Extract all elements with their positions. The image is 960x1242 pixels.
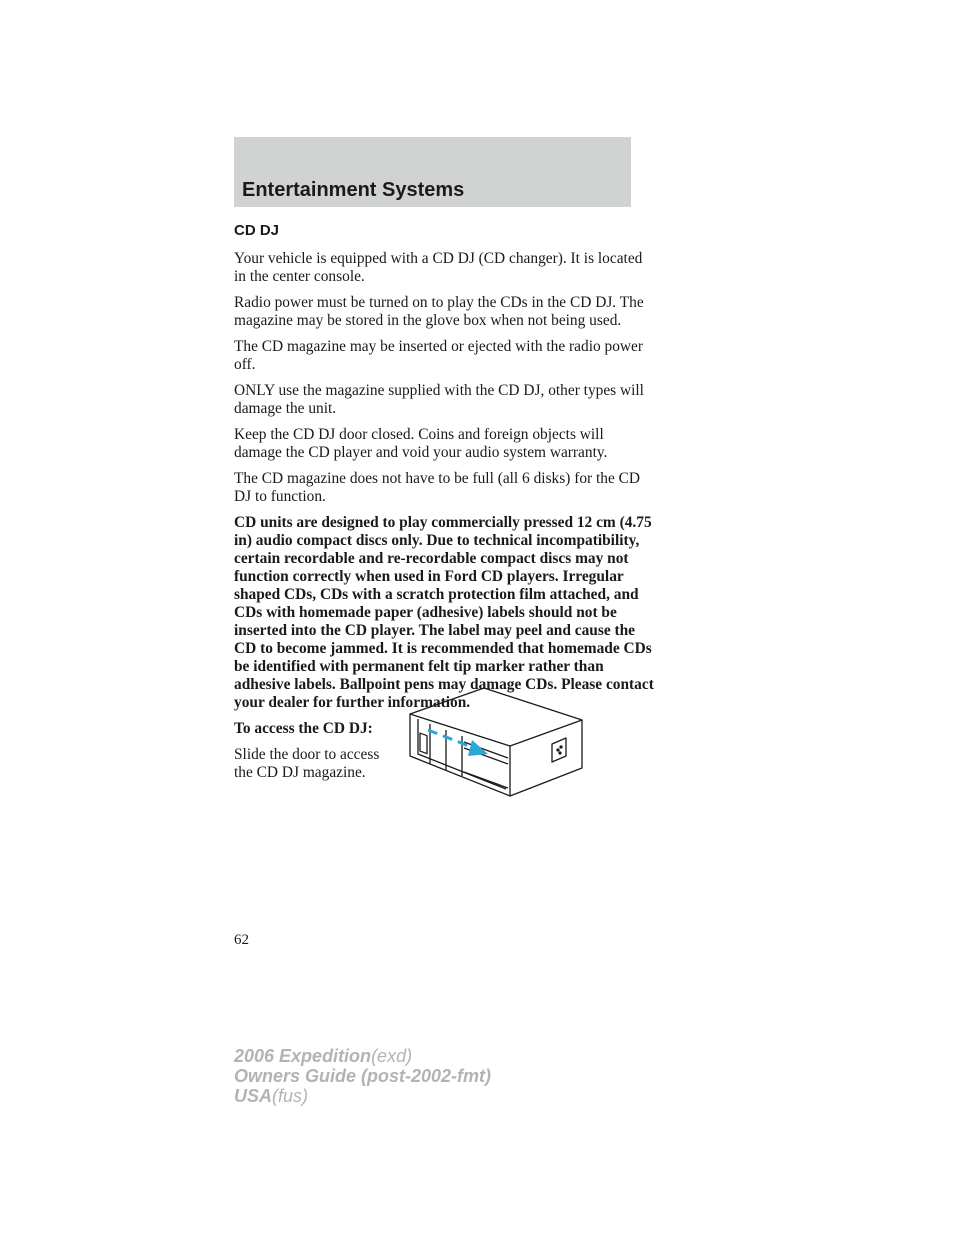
paragraph-location: Your vehicle is equipped with a CD DJ (CD changer). It is located in the center console.	[234, 250, 643, 285]
footer-model-code: (exd)	[371, 1046, 413, 1066]
document-footer	[234, 1046, 491, 1106]
access-instruction: Slide the door to access the CD DJ magazine.	[234, 746, 380, 781]
footer-guide: Owners Guide (post-2002-fmt)	[234, 1066, 492, 1086]
paragraph-magazine-only: ONLY use the magazine supplied with the CD DJ, other types will damage the unit.	[234, 382, 644, 417]
paragraph-door-closed: Keep the CD DJ door closed. Coins and foreign objects will damage the CD player and void your audio system warranty.	[234, 426, 608, 461]
section-header-title: Entertainment Systems	[242, 179, 465, 201]
paragraph-radio-power: Radio power must be turned on to play the CDs in the CD DJ. The magazine may be stored in the glove box when not being used.	[234, 294, 644, 329]
footer-line-2	[234, 1066, 491, 1086]
page-number: 62	[234, 932, 249, 948]
footer-line-1	[234, 1046, 491, 1066]
cd-dj-heading: CD DJ	[234, 222, 280, 239]
paragraph-magazine-full: The CD magazine does not have to be full (all 6 disks) for the CD DJ to function.	[234, 470, 641, 505]
paragraph-insert-eject: The CD magazine may be inserted or ejected with the radio power off.	[234, 338, 643, 373]
section-header-band	[234, 137, 631, 207]
footer-market: USA	[234, 1086, 273, 1106]
footer-market-code: (fus)	[272, 1086, 309, 1106]
cd-changer-illustration	[406, 684, 584, 804]
footer-line-3	[234, 1086, 491, 1106]
cd-warning-text: CD units are designed to play commercially pressed 12 cm (4.75 in) audio compact discs only. Due to technical incompatibility, certain recordable and re-recordable compact discs may not function correctly when used in Ford CD players. Irregular shaped CDs, CDs with a scratch protection film attached, and CDs with homemade paper (adhesive) labels should not be inserted into the CD player. The label may peel and cause the CD to become jammed. It is recommended that homemade CDs be identified with permanent felt tip marker rather than adhesive labels. Ballpoint pens may damage CDs. Please contact your dealer for further information.	[234, 514, 654, 711]
access-heading: To access the CD DJ:	[234, 720, 373, 737]
footer-model: 2006 Expedition	[234, 1046, 372, 1066]
